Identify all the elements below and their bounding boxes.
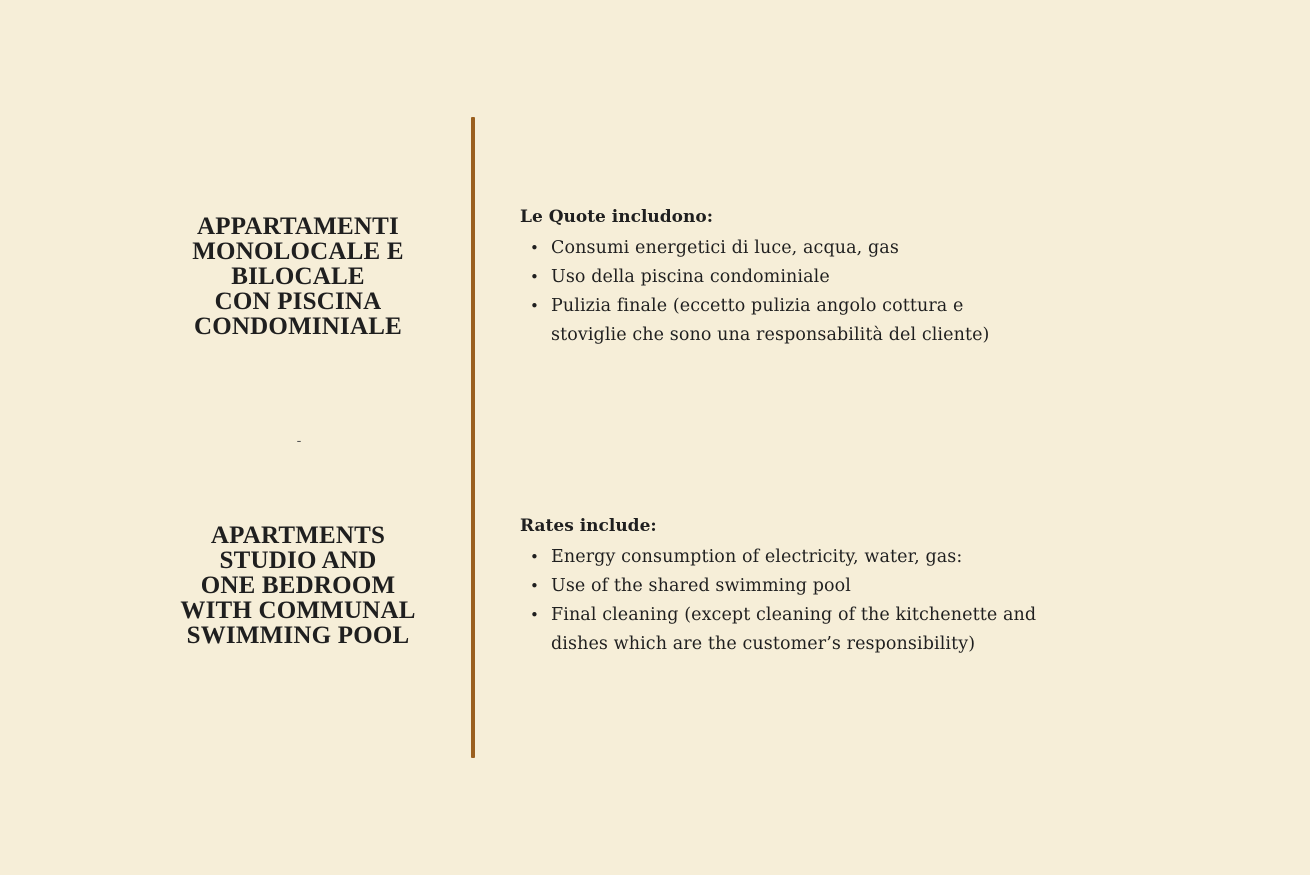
english-title-line: WITH COMMUNAL	[180, 597, 416, 624]
english-title-line: ONE BEDROOM	[200, 572, 396, 599]
bullet-icon: •	[530, 606, 539, 624]
bullet-icon: •	[530, 239, 539, 257]
list-item-text: Pulizia finale (eccetto pulizia angolo cottura e	[551, 296, 964, 316]
italian-rates-list	[520, 234, 1120, 350]
list-item-text: stoviglie che sono una responsabilità del cliente)	[551, 325, 990, 345]
list-item-text: Consumi energetici di luce, acqua, gas	[551, 238, 899, 258]
list-item-text: Energy consumption of electricity, water, gas:	[551, 547, 963, 567]
english-title-line: SWIMMING POOL	[186, 622, 410, 649]
italian-rates-block	[520, 206, 1120, 350]
italian-title-line: CONDOMINIALE	[194, 313, 402, 340]
list-item-text: Final cleaning (except cleaning of the kitchenette and	[551, 605, 1037, 625]
bullet-icon: •	[530, 548, 539, 566]
list-item	[520, 292, 1120, 350]
english-rates-list	[520, 543, 1120, 659]
list-item-text: Use of the shared swimming pool	[551, 576, 851, 596]
list-item	[520, 572, 1120, 601]
italian-title-line: BILOCALE	[231, 263, 365, 290]
english-rates-block	[520, 515, 1120, 659]
list-item	[520, 263, 1120, 292]
italian-title	[138, 214, 458, 339]
english-title-line: APARTMENTS	[210, 522, 386, 549]
list-item-text: Uso della piscina condominiale	[551, 267, 830, 287]
bullet-icon: •	[530, 297, 539, 315]
italian-title-line: APPARTAMENTI	[197, 213, 399, 240]
italian-title-line: MONOLOCALE E	[192, 238, 404, 265]
english-title-line: STUDIO AND	[219, 547, 377, 574]
language-separator: -	[296, 433, 302, 449]
italian-rates-heading: Le Quote includono:	[520, 207, 713, 227]
italian-title-line: CON PISCINA	[214, 288, 382, 315]
english-title	[138, 523, 458, 648]
list-item	[520, 601, 1120, 659]
list-item	[520, 543, 1120, 572]
vertical-divider	[471, 117, 475, 758]
bullet-icon: •	[530, 577, 539, 595]
english-rates-heading: Rates include:	[520, 516, 657, 536]
list-item	[520, 234, 1120, 263]
list-item-text: dishes which are the customer’s responsibility)	[551, 634, 976, 654]
bullet-icon: •	[530, 268, 539, 286]
